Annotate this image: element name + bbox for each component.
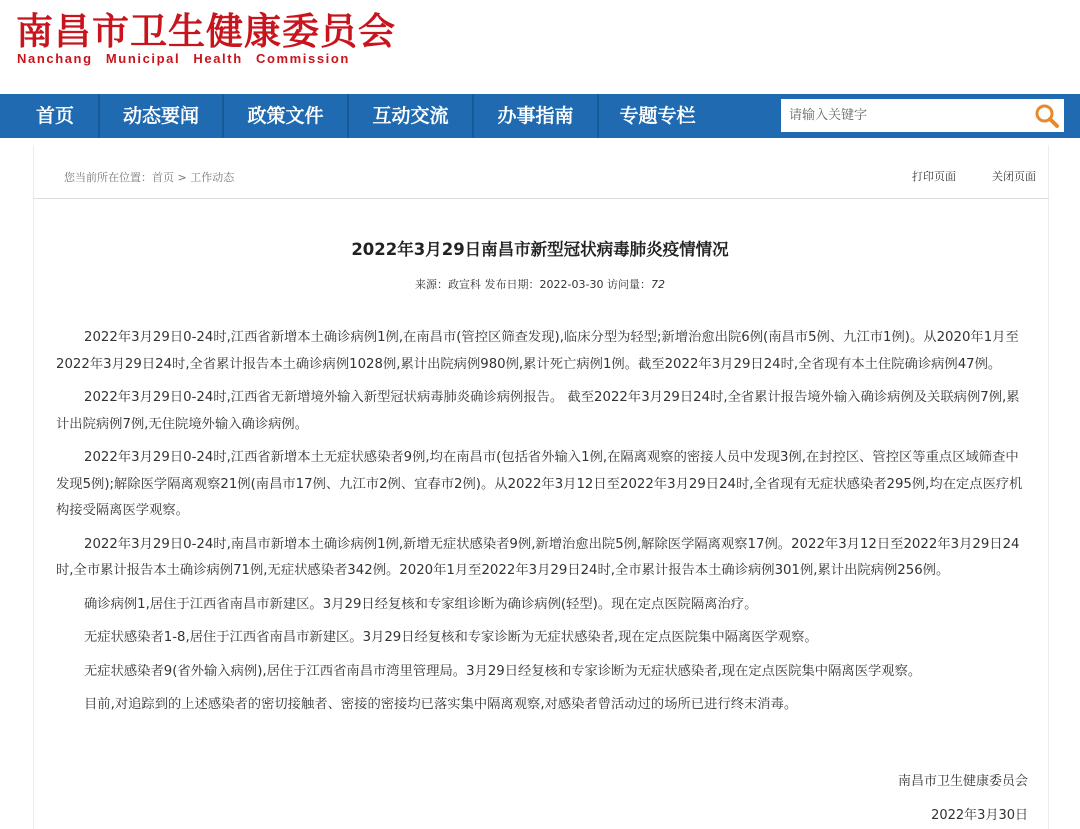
view-count: 72	[650, 278, 665, 291]
article-paragraph: 无症状感染者9(省外输入病例),居住于江西省南昌市湾里管理局。3月29日经复核和专家诊断为无症状感染者,现在定点医院集中隔离医学观察。	[84, 663, 922, 679]
site-logo-title[interactable]: 南昌市卫生健康委员会	[16, 9, 396, 53]
article-paragraph: 2022年3月29日0-24时,江西省新增本土无症状感染者9例,均在南昌市(包括省外输入1例,在隔离观察的密接人员中发现3例,在封控区、管控区等重点区域筛查中发现5例);解除医学隔离观察21例(南昌市17例、九江市2例、宜春市2例)。从2022年3月12日至2022年3月29日24时,全省现有无症状感染者295例,均在定点医疗机构接受隔离医学观察。	[56, 450, 1023, 518]
search-icon	[1032, 101, 1062, 130]
search-button[interactable]	[1032, 101, 1062, 130]
signature-date: 2022年3月30日	[931, 808, 1028, 823]
nav-item-policy[interactable]: 政策文件	[247, 105, 324, 127]
article-paragraph: 确诊病例1,居住于江西省南昌市新建区。3月29日经复核和专家组诊断为确诊病例(轻型)。现在定点医院隔离治疗。	[84, 596, 758, 612]
nav-item-home[interactable]: 首页	[35, 105, 74, 127]
nav-item-news[interactable]: 动态要闻	[122, 105, 199, 127]
article-paragraph: 无症状感染者1-8,居住于江西省南昌市新建区。3月29日经复核和专家诊断为无症状感染者,现在定点医院集中隔离医学观察。	[84, 630, 818, 645]
search-input[interactable]	[781, 99, 1021, 132]
nav-item-guide[interactable]: 办事指南	[497, 105, 574, 127]
nav-item-topics[interactable]: 专题专栏	[619, 105, 696, 127]
article-paragraph: 2022年3月29日0-24时,江西省新增本土确诊病例1例,在南昌市(管控区筛查发现),临床分型为轻型;新增治愈出院6例(南昌市5例、九江市1例)。从2020年1月至2022年3月29日24时,全省累计报告本土确诊病例1028例,累计出院病例980例,累计死亡病例1例。截至2022年3月29日24时,全省现有本土住院确诊病例47例。	[56, 330, 1019, 372]
site-logo-subtitle: Nanchang Municipal Health Commission	[17, 51, 350, 66]
article-title: 2022年3月29日南昌市新型冠状病毒肺炎疫情情况	[351, 240, 729, 259]
search-box	[781, 99, 1064, 132]
divider	[33, 198, 1049, 199]
nav-item-interaction[interactable]: 互动交流	[372, 105, 449, 127]
signature-org: 南昌市卫生健康委员会	[897, 774, 1028, 789]
print-page-link[interactable]: 打印页面	[912, 170, 956, 183]
article-paragraph: 2022年3月29日0-24时,江西省无新增境外输入新型冠状病毒肺炎确诊病例报告。 截至2022年3月29日24时,全省累计报告境外输入确诊病例及关联病例7例,累计出院病例7例,无住院境外输入确诊病例。	[56, 390, 1020, 432]
close-page-link[interactable]: 关闭页面	[992, 170, 1036, 183]
breadcrumb[interactable]: 您当前所在位置：首页 > 工作动态	[64, 171, 235, 184]
article-source-date: 来源：政宣科 发布日期：2022-03-30 访问量：	[415, 278, 651, 291]
article-paragraph: 目前,对追踪到的上述感染者的密切接触者、密接的密接均已落实集中隔离观察,对感染者曾活动过的场所已进行终末消毒。	[84, 697, 798, 712]
article-paragraph: 2022年3月29日0-24时,南昌市新增本土确诊病例1例,新增无症状感染者9例,新增治愈出院5例,解除医学隔离观察17例。2022年3月12日至2022年3月29日24时,全市累计报告本土确诊病例71例,无症状感染者342例。2020年1月至2022年3月29日24时,全市累计报告本土确诊病例301例,累计出院病例256例。	[56, 536, 1020, 578]
site-header	[0, 0, 1080, 94]
article-body	[56, 325, 1028, 726]
article-meta	[0, 276, 1080, 292]
